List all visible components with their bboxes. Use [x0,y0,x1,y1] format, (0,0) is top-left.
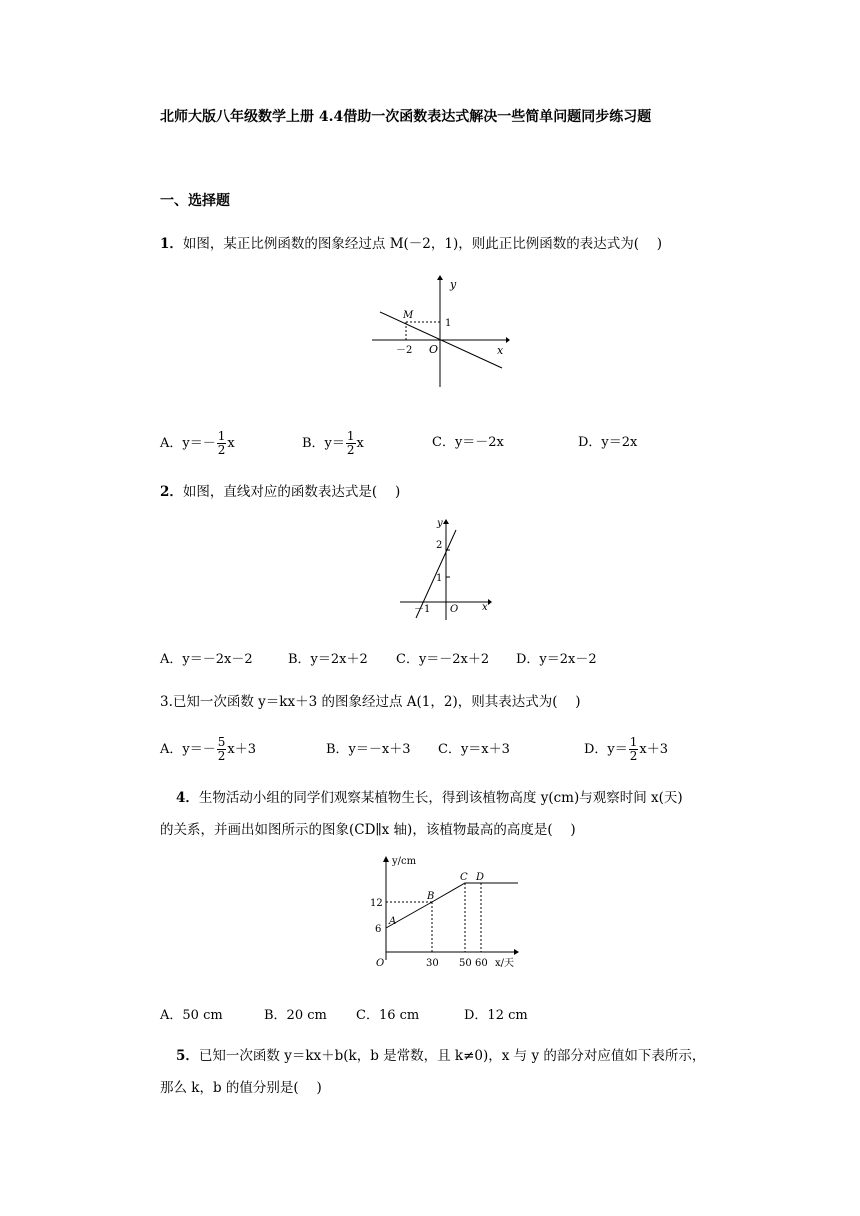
point-d-label: D [476,872,485,883]
fraction [217,736,227,763]
question-text: 如图，直线对应的函数表达式是( ) [182,484,401,500]
option-text: x [356,436,364,451]
y-tick-6: 6 [375,924,382,935]
option-c[interactable]: C．y＝－2x＋2 [396,652,490,667]
numerator: 1 [629,735,638,749]
denominator: 2 [217,749,226,763]
question-number: 5． [176,1048,199,1064]
option-b[interactable]: B．20 cm [264,1008,327,1023]
option-text: A．y＝－ [160,742,216,757]
question-3: 3.已知一次函数 y＝kx＋3 的图象经过点 A(1，2)，则其表达式为( ) [160,694,581,710]
option-a[interactable] [160,736,256,763]
option-a[interactable]: A．y＝－2x－2 [160,652,253,667]
x-tick-30: 30 [426,958,439,969]
y-tick-12: 12 [370,898,383,909]
tick-y-label: 1 [445,318,452,329]
tick-y1-label: 1 [436,573,443,584]
point-b-label: B [427,891,435,902]
page-title: 北师大版八年级数学上册 4.4借助一次函数表达式解决一些简单问题同步练习题 [160,109,652,125]
option-d[interactable]: D．y＝2x [578,435,638,450]
x-axis-label: x [497,344,504,357]
denominator: 2 [346,443,355,457]
q2-figure [398,514,494,624]
option-a[interactable]: A．50 cm [160,1008,223,1023]
tick-x-label: －2 [396,345,413,356]
origin-label: O [429,343,439,356]
option-b[interactable] [302,430,364,457]
x-axis-arrow [514,949,519,955]
tick-y2-label: 2 [436,540,443,551]
question-2 [160,480,400,500]
option-d[interactable]: D．12 cm [464,1008,528,1023]
y-axis-arrow [443,519,449,524]
question-4-line2: 的关系，并画出如图所示的图象(CD∥x 轴)，该植物最高的高度是( ) [160,822,576,838]
q4-figure [364,852,524,972]
numerator: 1 [346,429,355,443]
option-text: D．y＝ [584,742,628,757]
x-tick-50: 50 [459,958,472,969]
point-m-label: M [403,310,414,321]
question-text: 如图，某正比例函数的图象经过点 M(－2，1)，则此正比例函数的表达式为( ) [182,236,663,252]
origin-label: O [450,604,459,615]
option-text: x [227,436,235,451]
x-tick-60: 60 [475,958,488,969]
y-axis-label: y/cm [392,856,417,867]
option-d[interactable]: D．y＝2x－2 [516,652,597,667]
option-text: B．y＝ [302,436,345,451]
point-a-label: A [389,916,397,927]
question-number: 2． [160,484,183,500]
option-a[interactable] [160,430,235,457]
y-axis-arrow [437,275,443,280]
origin-label: O [376,958,385,969]
question-text-line1: 已知一次函数 y＝kx＋b(k，b 是常数，且 k≠0)，x 与 y 的部分对应值如下表所示， [198,1048,706,1064]
growth-line [386,883,518,928]
option-d[interactable] [584,736,668,763]
option-c[interactable]: C．y＝x＋3 [438,742,510,757]
tick-x-label: －1 [414,604,431,615]
numerator: 5 [217,735,226,749]
option-text: x＋3 [227,742,256,757]
option-text: A．y＝－ [160,436,216,451]
q1-figure [370,270,510,395]
option-c[interactable]: C．16 cm [356,1008,420,1023]
question-4 [176,782,706,814]
question-5-line2: 那么 k，b 的值分别是( ) [160,1080,322,1096]
fraction [629,736,639,763]
option-b[interactable]: B．y＝2x＋2 [288,652,368,667]
question-5 [176,1040,706,1072]
x-axis-arrow [506,337,510,343]
question-number: 4． [176,790,199,806]
question-text-line1: 生物活动小组的同学们观察某植物生长，得到该植物高度 y(cm)与观察时间 x(天) [198,790,683,806]
question-number: 1． [160,236,183,252]
y-axis-label: y [450,278,457,291]
point-c-label: C [460,872,468,883]
x-axis-label: x [482,602,488,613]
question-1 [160,232,662,252]
y-axis-label: y [437,518,443,529]
fraction [217,430,227,457]
x-axis-label: x/天 [495,958,515,969]
denominator: 2 [217,443,226,457]
fraction [346,430,356,457]
section-heading: 一、选择题 [160,193,230,209]
denominator: 2 [629,749,638,763]
numerator: 1 [217,429,226,443]
y-axis-arrow [383,856,389,862]
x-axis-arrow [488,599,492,605]
option-text: x＋3 [639,742,669,757]
option-b[interactable]: B．y＝－x＋3 [326,742,411,757]
option-c[interactable]: C．y＝－2x [432,435,504,450]
